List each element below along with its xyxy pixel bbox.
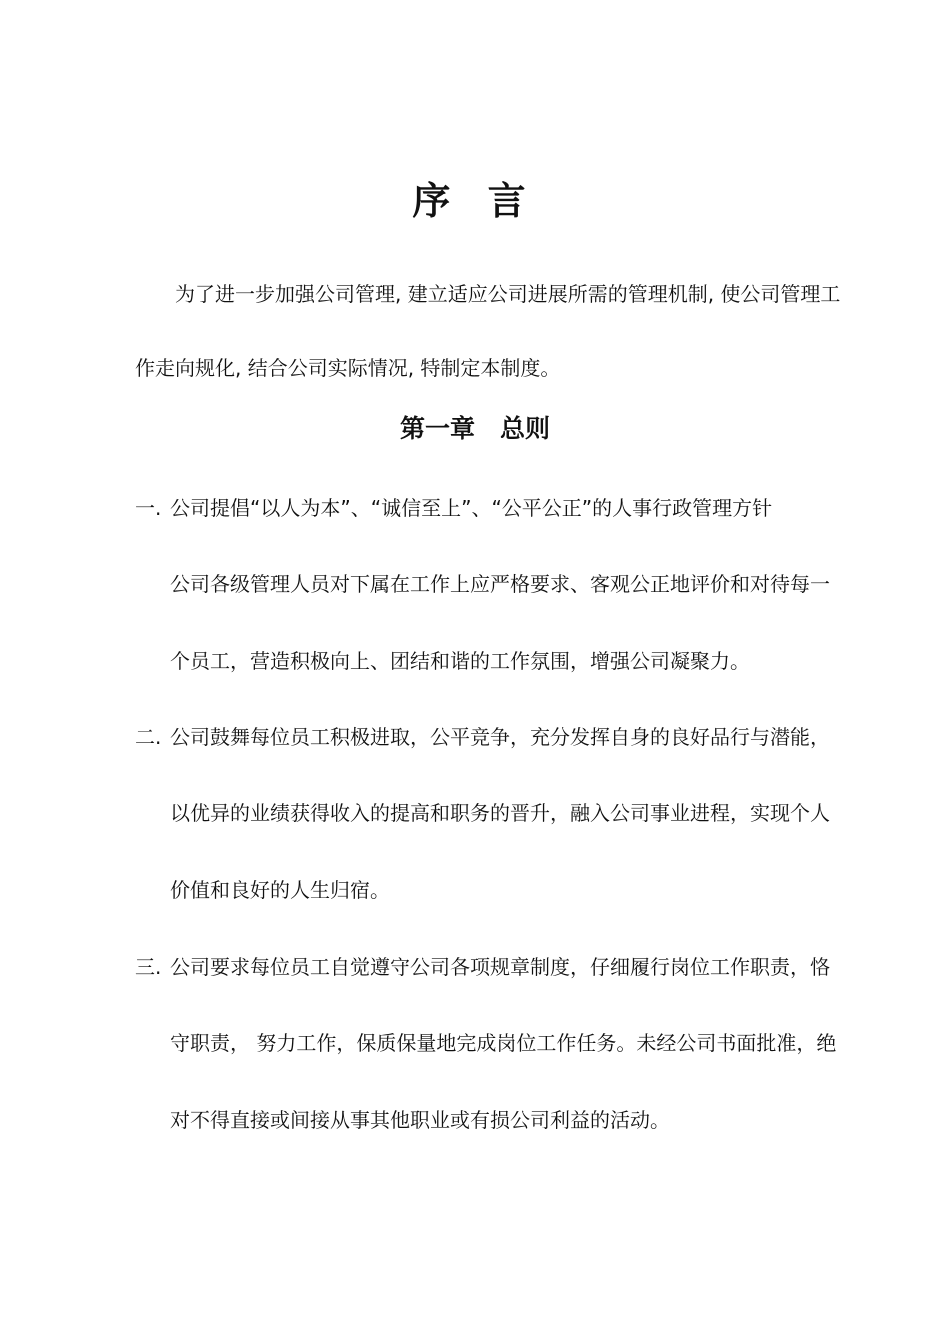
item-line: 个员工，营造积极向上、团结和谐的工作氛围，增强公司凝聚力。 <box>170 649 750 673</box>
item-line: 守职责， 努力工作，保质保量地完成岗位工作任务。未经公司书面批准，绝 <box>170 1031 837 1055</box>
preface-title: 序 言 <box>412 179 538 223</box>
item-line: 公司要求每位员工自觉遵守公司各项规章制度，仔细履行岗位工作职责，恪 <box>170 955 830 979</box>
item-line: 公司鼓舞每位员工积极进取，公平竞争，充分发挥自身的良好品行与潜能， <box>170 725 830 749</box>
item-line: 以优异的业绩获得收入的提高和职务的晋升，融入公司事业进程，实现个人 <box>170 801 830 825</box>
item-line: 公司各级管理人员对下属在工作上应严格要求、客观公正地评价和对待每一 <box>170 572 830 596</box>
item-line: 价值和良好的人生归宿。 <box>170 878 390 902</box>
item-line: 公司提倡“以人为本”、“诚信至上”、“公平公正”的人事行政管理方针 <box>170 496 773 520</box>
preface-line-2: 作走向规化, 结合公司实际情况, 特制定本制度。 <box>135 356 561 380</box>
item-number: 三. <box>135 955 162 979</box>
item-number: 二. <box>135 725 162 749</box>
item-line: 对不得直接或间接从事其他职业或有损公司利益的活动。 <box>170 1108 670 1132</box>
item-number: 一. <box>135 496 162 520</box>
chapter-title: 第一章 总则 <box>399 414 550 443</box>
preface-line-1: 为了进一步加强公司管理, 建立适应公司进展所需的管理机制, 使公司管理工 <box>175 282 841 306</box>
